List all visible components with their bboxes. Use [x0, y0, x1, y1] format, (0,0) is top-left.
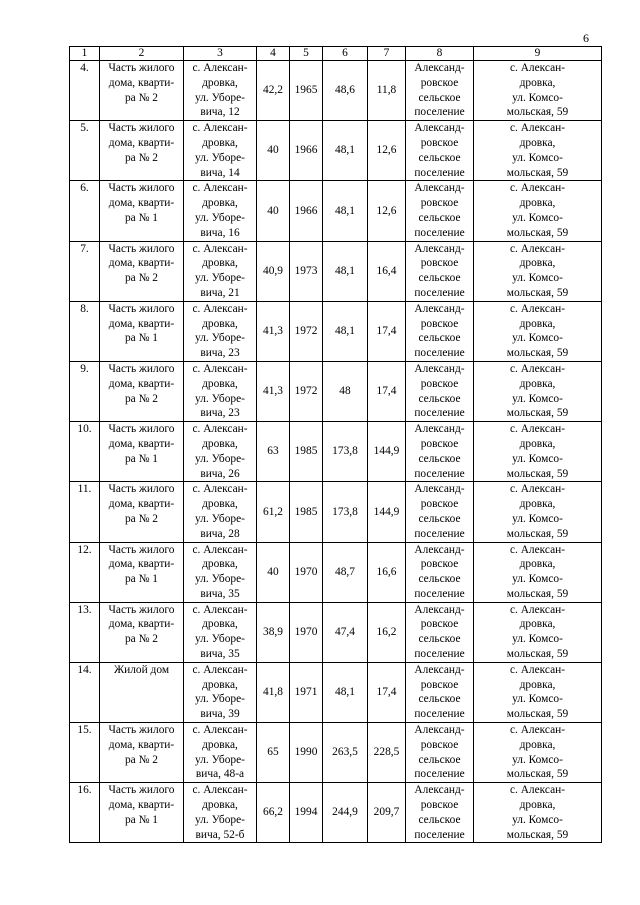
row-number-cell: [70, 662, 100, 722]
area-text: 40: [267, 144, 279, 157]
owner-text: Александ- ровское сельское поселение: [414, 663, 465, 721]
column-7-cell: [368, 301, 406, 361]
column-7-cell: [368, 61, 406, 121]
owner-address-text: с. Алексан- дровка, ул. Комсо- мольская, 59: [506, 242, 569, 299]
owner-text: Александ- ровское сельское поселение: [414, 784, 465, 841]
year-cell: [290, 662, 323, 722]
owner-address-cell: [474, 602, 602, 662]
year-cell: [290, 301, 323, 361]
row-number-cell: [70, 482, 100, 542]
object-name-text: Часть жилого дома, кварти- ра № 1: [108, 543, 175, 586]
object-name-text: Жилой дом: [113, 663, 170, 676]
column-6-cell: [323, 241, 368, 301]
column-7-text: 144,9: [373, 445, 400, 458]
column-7-cell: [368, 121, 406, 181]
column-7-text: 17,4: [376, 686, 397, 699]
object-name-cell: [100, 121, 184, 181]
owner-address-cell: [474, 241, 602, 301]
table-row: [70, 783, 602, 843]
year-text: 1994: [294, 806, 318, 819]
column-7-cell: [368, 723, 406, 783]
owner-text: Александ- ровское сельское поселение: [414, 182, 465, 239]
object-name-text: Часть жилого дома, кварти- ра № 1: [108, 302, 175, 345]
column-6-text: 173,8: [332, 445, 358, 458]
row-number-cell: [70, 121, 100, 181]
year-text: 1972: [294, 385, 318, 398]
column-6-text: 48,1: [335, 324, 355, 337]
owner-text: Александ- ровское сельское поселение: [414, 543, 465, 600]
owner-address-cell: [474, 181, 602, 241]
row-number-cell: [70, 422, 100, 482]
object-address-cell: [184, 181, 257, 241]
object-name-cell: [100, 542, 184, 602]
column-7-text: 17,4: [376, 324, 397, 337]
column-number: 3: [184, 47, 257, 61]
owner-text: Александ- ровское сельское поселение: [414, 423, 465, 480]
column-number: 2: [100, 47, 184, 61]
table-row: [70, 361, 602, 421]
row-number-text: 11.: [77, 483, 92, 496]
year-text: 1973: [294, 264, 318, 277]
row-number-cell: [70, 181, 100, 241]
column-number: 1: [70, 47, 100, 61]
year-text: 1971: [294, 686, 318, 699]
table-row: [70, 482, 602, 542]
area-cell: [257, 482, 290, 542]
row-number-text: 12.: [77, 543, 92, 556]
table-row: [70, 121, 602, 181]
object-name-cell: [100, 482, 184, 542]
page-number: 6: [583, 31, 589, 45]
table-row: [70, 422, 602, 482]
object-name-text: Часть жилого дома, кварти- ра № 1: [108, 182, 175, 224]
object-address-text: с. Алексан- дровка, ул. Уборе- вича, 14: [192, 122, 248, 179]
year-cell: [290, 181, 323, 241]
object-address-text: с. Алексан- дровка, ул. Уборе- вича, 12: [192, 62, 248, 119]
column-6-text: 47,4: [335, 625, 355, 638]
area-text: 63: [267, 445, 279, 458]
object-address-text: с. Алексан- дровка, ул. Уборе- вича, 35: [192, 543, 248, 600]
year-cell: [290, 542, 323, 602]
area-text: 40: [267, 565, 279, 578]
owner-text: Александ- ровское сельское поселение: [414, 483, 465, 540]
object-name-cell: [100, 723, 184, 783]
area-text: 42,2: [263, 84, 283, 97]
object-name-cell: [100, 61, 184, 121]
owner-address-text: с. Алексан- дровка, ул. Комсо- мольская, 59: [506, 182, 569, 239]
year-text: 1985: [294, 445, 318, 458]
object-address-cell: [184, 61, 257, 121]
column-6-text: 48,1: [335, 144, 355, 157]
area-text: 40: [267, 204, 279, 217]
column-6-text: 48,1: [335, 686, 355, 699]
object-name-text: Часть жилого дома, кварти- ра № 1: [108, 423, 175, 465]
column-6-text: 173,8: [332, 505, 358, 518]
object-name-cell: [100, 361, 184, 421]
row-number-cell: [70, 241, 100, 301]
row-number-cell: [70, 542, 100, 602]
row-number-text: 15.: [77, 724, 92, 737]
object-name-text: Часть жилого дома, кварти- ра № 2: [108, 122, 175, 164]
column-6-text: 244,9: [332, 806, 358, 819]
owner-text: Александ- ровское сельское поселение: [414, 122, 465, 179]
table-row: [70, 602, 602, 662]
area-text: 41,3: [263, 324, 283, 337]
column-7-cell: [368, 361, 406, 421]
object-address-text: с. Алексан- дровка, ул. Уборе- вича, 35: [192, 603, 248, 661]
column-6-cell: [323, 482, 368, 542]
owner-cell: [406, 361, 474, 421]
object-name-text: Часть жилого дома, кварти- ра № 2: [108, 62, 175, 104]
area-cell: [257, 181, 290, 241]
owner-address-cell: [474, 301, 602, 361]
year-cell: [290, 121, 323, 181]
row-number-cell: [70, 723, 100, 783]
column-7-cell: [368, 181, 406, 241]
area-cell: [257, 662, 290, 722]
owner-address-cell: [474, 121, 602, 181]
object-address-text: с. Алексан- дровка, ул. Уборе- вича, 48-а: [192, 724, 248, 781]
column-6-cell: [323, 723, 368, 783]
owner-address-text: с. Алексан- дровка, ул. Комсо- мольская, 59: [506, 603, 569, 661]
object-name-text: Часть жилого дома, кварти- ра № 2: [108, 603, 175, 646]
column-7-text: 17,4: [376, 385, 397, 398]
object-address-cell: [184, 723, 257, 783]
year-text: 1966: [294, 204, 318, 217]
column-7-cell: [368, 542, 406, 602]
object-address-cell: [184, 121, 257, 181]
column-7-cell: [368, 662, 406, 722]
column-6-cell: [323, 783, 368, 843]
object-name-text: Часть жилого дома, кварти- ра № 1: [108, 784, 175, 826]
owner-cell: [406, 61, 474, 121]
column-number: 9: [474, 47, 602, 61]
object-address-text: с. Алексан- дровка, ул. Уборе- вича, 28: [192, 483, 248, 540]
object-name-cell: [100, 181, 184, 241]
column-6-text: 263,5: [332, 746, 358, 759]
area-cell: [257, 61, 290, 121]
owner-address-cell: [474, 422, 602, 482]
table-body: [70, 61, 602, 843]
owner-cell: [406, 542, 474, 602]
row-number-text: 14.: [77, 663, 92, 676]
column-number: 5: [290, 47, 323, 61]
year-cell: [290, 783, 323, 843]
owner-address-text: с. Алексан- дровка, ул. Комсо- мольская, 59: [506, 543, 569, 600]
row-number-text: 10.: [77, 423, 92, 436]
owner-cell: [406, 181, 474, 241]
year-cell: [290, 482, 323, 542]
object-address-text: с. Алексан- дровка, ул. Уборе- вича, 23: [192, 362, 248, 420]
column-6-text: 48,1: [335, 264, 355, 277]
row-number-cell: [70, 61, 100, 121]
object-address-cell: [184, 241, 257, 301]
owner-address-text: с. Алексан- дровка, ул. Комсо- мольская, 59: [506, 784, 569, 841]
object-name-text: Часть жилого дома, кварти- ра № 2: [108, 362, 175, 405]
area-text: 61,2: [263, 505, 283, 518]
owner-address-cell: [474, 61, 602, 121]
column-number: 4: [257, 47, 290, 61]
year-cell: [290, 723, 323, 783]
owner-address-cell: [474, 723, 602, 783]
row-number-text: 13.: [77, 603, 92, 616]
column-6-cell: [323, 301, 368, 361]
object-address-text: с. Алексан- дровка, ул. Уборе- вича, 39: [192, 663, 248, 721]
object-name-cell: [100, 241, 184, 301]
area-cell: [257, 301, 290, 361]
owner-text: Александ- ровское сельское поселение: [414, 362, 465, 420]
owner-text: Александ- ровское сельское поселение: [414, 62, 465, 119]
object-name-cell: [100, 301, 184, 361]
owner-text: Александ- ровское сельское поселение: [414, 302, 465, 360]
owner-address-cell: [474, 361, 602, 421]
row-number-cell: [70, 301, 100, 361]
column-6-text: 48,6: [335, 84, 355, 97]
year-cell: [290, 361, 323, 421]
table-row: [70, 301, 602, 361]
owner-address-text: с. Алексан- дровка, ул. Комсо- мольская, 59: [506, 423, 569, 480]
year-cell: [290, 602, 323, 662]
year-text: 1966: [294, 144, 318, 157]
housing-registry-table: [69, 46, 602, 843]
area-cell: [257, 361, 290, 421]
column-7-text: 144,9: [373, 505, 400, 518]
column-7-cell: [368, 422, 406, 482]
column-7-cell: [368, 783, 406, 843]
owner-address-cell: [474, 482, 602, 542]
object-name-text: Часть жилого дома, кварти- ра № 2: [108, 483, 175, 525]
object-address-cell: [184, 301, 257, 361]
column-6-cell: [323, 121, 368, 181]
owner-cell: [406, 482, 474, 542]
owner-cell: [406, 121, 474, 181]
column-6-cell: [323, 61, 368, 121]
year-text: 1970: [294, 565, 318, 578]
table-row: [70, 181, 602, 241]
object-address-text: с. Алексан- дровка, ул. Уборе- вича, 21: [192, 242, 248, 299]
year-text: 1990: [294, 746, 318, 759]
object-address-cell: [184, 542, 257, 602]
column-number: 7: [368, 47, 406, 61]
object-address-text: с. Алексан- дровка, ул. Уборе- вича, 16: [192, 182, 248, 239]
owner-text: Александ- ровское сельское поселение: [414, 724, 465, 781]
column-6-cell: [323, 662, 368, 722]
table-row: [70, 723, 602, 783]
table-row: [70, 241, 602, 301]
row-number-text: 9.: [80, 362, 89, 375]
object-name-cell: [100, 602, 184, 662]
area-text: 40,9: [263, 264, 283, 277]
column-7-cell: [368, 482, 406, 542]
area-cell: [257, 542, 290, 602]
owner-address-text: с. Алексан- дровка, ул. Комсо- мольская, 59: [506, 122, 569, 179]
owner-address-text: с. Алексан- дровка, ул. Комсо- мольская, 59: [506, 483, 569, 540]
row-number-text: 7.: [80, 242, 89, 255]
owner-cell: [406, 422, 474, 482]
owner-address-text: с. Алексан- дровка, ул. Комсо- мольская, 59: [506, 724, 569, 781]
column-7-text: 16,4: [376, 264, 397, 277]
column-7-text: 12,6: [376, 144, 397, 157]
year-text: 1985: [294, 505, 318, 518]
owner-cell: [406, 783, 474, 843]
table-row: [70, 662, 602, 722]
owner-cell: [406, 602, 474, 662]
row-number-text: 6.: [80, 182, 89, 195]
area-cell: [257, 241, 290, 301]
area-cell: [257, 422, 290, 482]
area-text: 41,3: [263, 385, 283, 398]
column-number: 6: [323, 47, 368, 61]
year-cell: [290, 61, 323, 121]
table-row: [70, 61, 602, 121]
table-row: [70, 542, 602, 602]
column-6-cell: [323, 181, 368, 241]
column-6-text: 48,1: [335, 204, 355, 217]
object-address-text: с. Алексан- дровка, ул. Уборе- вича, 23: [192, 302, 248, 360]
year-text: 1965: [294, 84, 318, 97]
owner-text: Александ- ровское сельское поселение: [414, 603, 465, 661]
owner-cell: [406, 662, 474, 722]
object-address-cell: [184, 482, 257, 542]
row-number-text: 8.: [80, 302, 89, 315]
owner-address-text: с. Алексан- дровка, ул. Комсо- мольская, 59: [506, 62, 569, 119]
column-6-text: 48: [339, 385, 351, 398]
area-cell: [257, 121, 290, 181]
year-text: 1970: [294, 625, 318, 638]
owner-cell: [406, 301, 474, 361]
column-7-text: 209,7: [373, 806, 400, 819]
object-address-text: с. Алексан- дровка, ул. Уборе- вича, 26: [192, 423, 248, 480]
column-6-text: 48,7: [335, 565, 355, 578]
column-7-text: 11,8: [376, 84, 397, 97]
area-cell: [257, 783, 290, 843]
owner-address-text: с. Алексан- дровка, ул. Комсо- мольская, 59: [506, 302, 569, 360]
owner-address-text: с. Алексан- дровка, ул. Комсо- мольская, 59: [506, 362, 569, 420]
object-address-text: с. Алексан- дровка, ул. Уборе- вича, 52-б: [192, 784, 248, 841]
year-text: 1972: [294, 324, 318, 337]
object-address-cell: [184, 662, 257, 722]
area-cell: [257, 723, 290, 783]
owner-address-cell: [474, 662, 602, 722]
object-address-cell: [184, 422, 257, 482]
owner-address-cell: [474, 542, 602, 602]
object-name-cell: [100, 662, 184, 722]
row-number-text: 5.: [80, 122, 89, 135]
column-6-cell: [323, 422, 368, 482]
area-text: 38,9: [263, 625, 283, 638]
owner-address-text: с. Алексан- дровка, ул. Комсо- мольская, 59: [506, 663, 569, 721]
year-cell: [290, 422, 323, 482]
object-address-cell: [184, 361, 257, 421]
area-text: 41,8: [263, 686, 283, 699]
object-name-cell: [100, 783, 184, 843]
area-cell: [257, 602, 290, 662]
column-7-cell: [368, 602, 406, 662]
row-number-text: 4.: [80, 62, 89, 74]
object-address-cell: [184, 783, 257, 843]
object-name-cell: [100, 422, 184, 482]
column-7-text: 12,6: [376, 204, 397, 217]
owner-cell: [406, 723, 474, 783]
row-number-cell: [70, 361, 100, 421]
object-name-text: Часть жилого дома, кварти- ра № 2: [108, 724, 175, 766]
column-7-text: 16,6: [376, 565, 397, 578]
column-number: 8: [406, 47, 474, 61]
column-7-text: 228,5: [373, 746, 400, 759]
row-number-cell: [70, 783, 100, 843]
column-6-cell: [323, 542, 368, 602]
row-number-text: 16.: [77, 784, 92, 797]
year-cell: [290, 241, 323, 301]
area-text: 65: [267, 746, 279, 759]
column-6-cell: [323, 361, 368, 421]
object-address-cell: [184, 602, 257, 662]
owner-text: Александ- ровское сельское поселение: [414, 242, 465, 299]
column-7-text: 16,2: [376, 625, 397, 638]
object-name-text: Часть жилого дома, кварти- ра № 2: [108, 242, 175, 285]
column-number-row: [70, 47, 602, 61]
row-number-cell: [70, 602, 100, 662]
column-7-cell: [368, 241, 406, 301]
owner-address-cell: [474, 783, 602, 843]
column-6-cell: [323, 602, 368, 662]
owner-cell: [406, 241, 474, 301]
area-text: 66,2: [263, 806, 283, 819]
